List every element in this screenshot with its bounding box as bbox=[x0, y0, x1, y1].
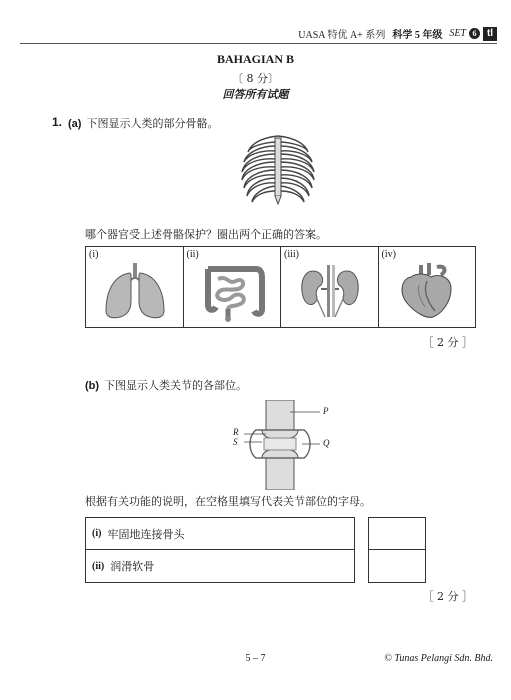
subject-title: 科学 5 年级 bbox=[392, 30, 443, 41]
row-number: (ii) bbox=[92, 560, 105, 572]
heart-icon bbox=[393, 261, 463, 321]
part-a-marks: ［ 2 分 ］ bbox=[422, 336, 473, 349]
publisher-logo: tl bbox=[483, 27, 497, 41]
part-b-text: 下图显示人类关节的各部位。 bbox=[104, 379, 248, 392]
set-number: 6 bbox=[469, 28, 480, 39]
page-number: 5 – 7 bbox=[245, 653, 266, 664]
label-p: P bbox=[323, 406, 329, 416]
answer-box-ii[interactable] bbox=[369, 550, 425, 582]
part-b-marks: ［ 2 分 ］ bbox=[422, 590, 473, 603]
lungs-icon bbox=[100, 261, 170, 321]
page-header bbox=[298, 26, 497, 41]
section-title: BAHAGIAN B bbox=[216, 52, 294, 66]
answer-box-i[interactable] bbox=[369, 518, 425, 550]
part-b-question: 根据有关功能的说明，在空格里填写代表关节部位的字母。 bbox=[85, 495, 371, 508]
part-b-label: (b) bbox=[85, 380, 100, 392]
part-a-label: (a) bbox=[68, 118, 82, 130]
answer-boxes bbox=[368, 517, 426, 583]
ribcage-image bbox=[238, 132, 318, 208]
table-row bbox=[86, 550, 354, 582]
label-q: Q bbox=[323, 438, 330, 448]
part-a-question: 哪个器官受上述骨骼保护？圈出两个正确的答案。 bbox=[85, 228, 327, 241]
joint-diagram bbox=[228, 400, 348, 490]
function-table bbox=[85, 517, 355, 583]
question-number: 1. bbox=[52, 115, 63, 129]
option-number: (iv) bbox=[381, 249, 396, 260]
table-row bbox=[86, 518, 354, 550]
section-marks: 〔 8 分〕 bbox=[232, 72, 279, 85]
option-number: (ii) bbox=[186, 249, 199, 260]
part-a-prompt bbox=[68, 115, 218, 131]
section-instruction: 回答所有试题 bbox=[222, 89, 289, 101]
row-text: 牢固地连接骨头 bbox=[107, 527, 185, 541]
label-s: S bbox=[233, 437, 238, 447]
header-divider bbox=[20, 43, 497, 44]
copyright-text: © Tunas Pelangi Sdn. Bhd. bbox=[384, 653, 493, 664]
part-b-prompt bbox=[85, 377, 247, 393]
kidneys-icon bbox=[295, 261, 365, 321]
option-intestines[interactable] bbox=[184, 247, 282, 327]
option-number: (iii) bbox=[284, 249, 299, 260]
intestines-icon bbox=[198, 261, 268, 323]
label-r: R bbox=[233, 427, 239, 437]
part-a-text: 下图显示人类的部分骨骼。 bbox=[86, 117, 219, 130]
series-title: UASA 特优 A+ 系列 bbox=[298, 30, 386, 41]
row-text: 润滑软骨 bbox=[110, 560, 155, 573]
option-lungs[interactable] bbox=[86, 247, 184, 327]
option-number: (i) bbox=[89, 249, 99, 260]
row-number: (i) bbox=[92, 528, 102, 539]
option-heart[interactable] bbox=[379, 247, 476, 327]
option-kidneys[interactable] bbox=[281, 247, 379, 327]
set-label: SET bbox=[449, 28, 466, 39]
organ-options-table bbox=[85, 246, 476, 328]
